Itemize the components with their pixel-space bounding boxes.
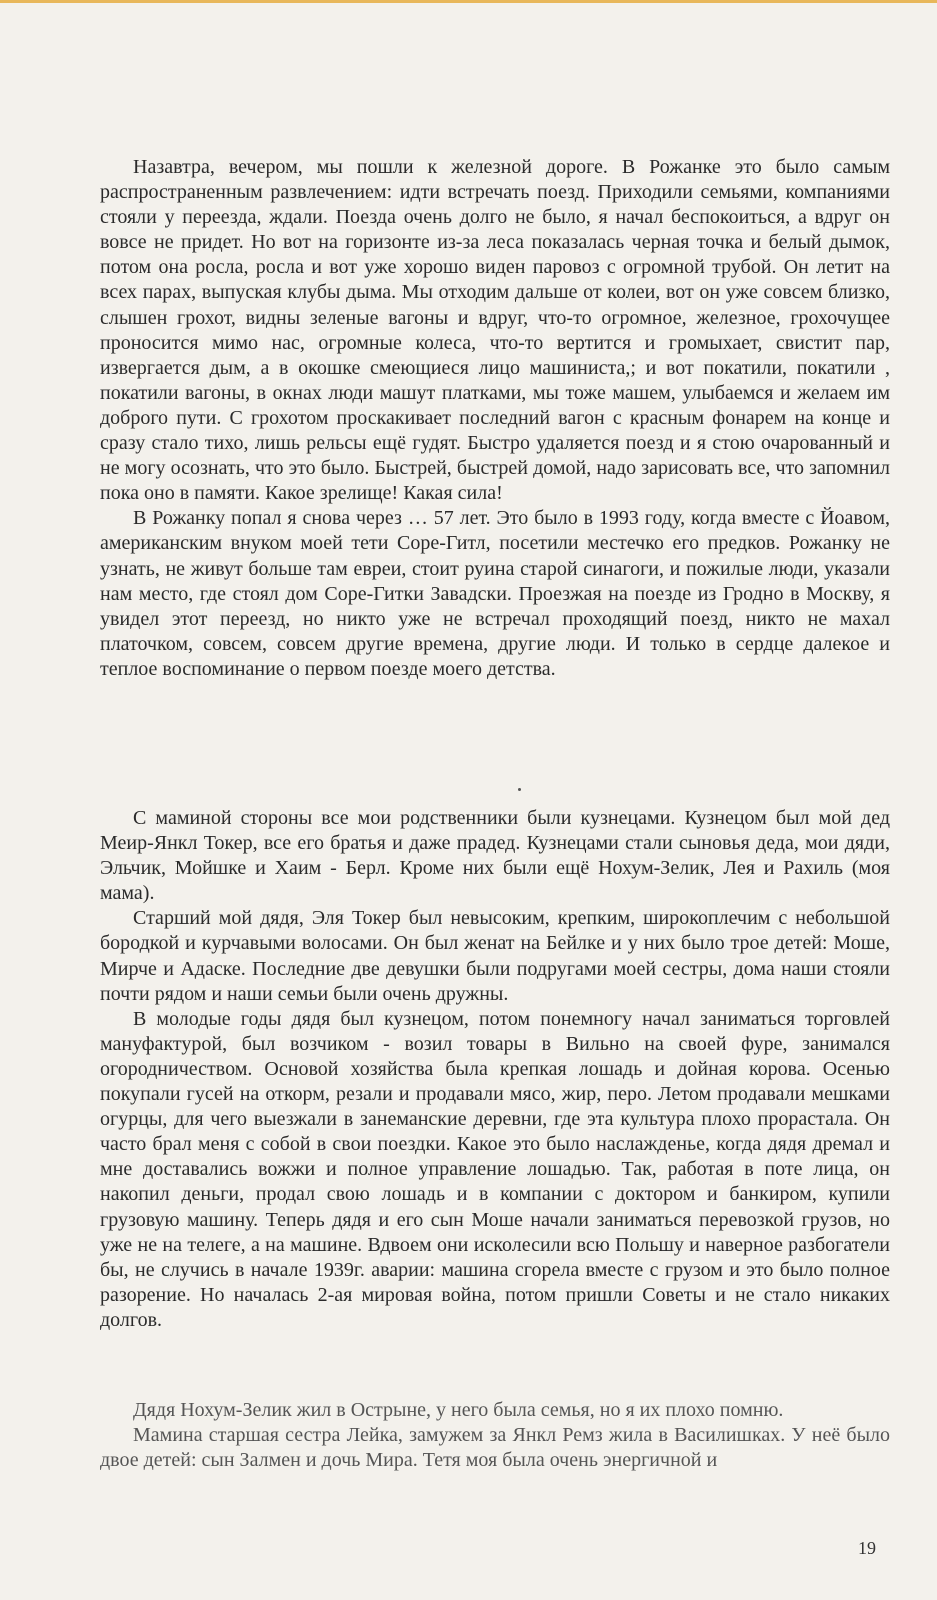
paragraph-aunt-leyka: Мамина старшая сестра Лейка, замужем за Янкл Ремз жила в Василишках. У неё было двое детей: сын Залмен и дочь Мира. Тетя моя была очень энергичной и [100,1424,890,1472]
paragraph-uncle-trade: В молодые годы дядя был кузнецом, потом понемногу начал заниматься торговлей мануфактурой, был возчиком - возил товары в Вильно на своей фуре, занимался огородничеством. Основой хозяйства была крепкая лошадь и дойная корова. Осенью покупали гусей на откорм, резали и продавали мясо, жир, перо. Летом продавали мешками огурцы, для чего выезжали в занеманские деревни, где эта культура плохо прорастала. Он часто брал меня с собой в свои поездки. Какое это было наслажденье, когда дядя дремал и мне доставались вожжи и полное управление лошадью. Так, работая в поте лица, он накопил деньги, продал свою лошадь и в компании с доктором и банкиром, купили грузовую машину. Теперь дядя и его сын Моше начали заниматься перевозкой грузов, но уже не на телеге, а на машине. Вдвоем они исколесили всю Польшу и наверное разбогатели бы, не случись в начале 1939г. аварии: машина сгорела вместе с грузом и это было полное разорение. Но началась 2-ая мировая война, потом пришли Советы и не стало никаких долгов. [100,1007,890,1331]
paragraph-uncle-elya: Старший мой дядя, Эля Токер был невысоким, крепким, широкоплечим с небольшой бородкой и курчавыми волосами. Он был женат на Бейлке и у них было трое детей: Моше, Мирче и Адаске. Последние две девушки были подругами моей сестры, дома наши стояли почти рядом и наши семьи были очень дружны. [100,907,890,1005]
page-number: 19 [858,1538,876,1558]
paragraph-blacksmith-family: С маминой стороны все мои родственники были кузнецами. Кузнецом был мой дед Меир-Янкл Токер, все его братья и даже прадед. Кузнецами стали сыновья деда, мои дяди, Эльчик, Мойшке и Хаим - Берл. Кроме них были ещё Нохум-Зелик, Лея и Рахиль (моя мама). [100,807,890,905]
paragraph-return-visit: В Рожанку попал я снова через … 57 лет. Это было в 1993 году, когда вместе с Йоавом, американским внуком моей тети Соре-Гитл, посетили местечко его предков. Рожанку не узнать, не живут больше там евреи, стоит руина старой синагоги, и пожилые люди, указали нам место, где стоял дом Соре-Гитки Завадски. Проезжая на поезде из Гродно в Москву, я увидел этот переезд, но никто уже не встречал проходящий поезд, никто не махал платочком, совсем, совсем другие времена, другие люди. И только в сердце далекое и теплое воспоминание о первом поезде моего детства. [100,507,890,680]
paragraph-uncle-nokhum: Дядя Нохум-Зелик жил в Острыне, у него была семья, но я их плохо помню. [133,1399,784,1421]
text-section-relatives [100,806,890,1333]
print-speck [518,788,521,791]
paragraph-train-watching: Назавтра, вечером, мы пошли к железной дороге. В Рожанке это было самым распространенным развлечением: идти встречать поезд. Приходили семьями, компаниями стояли у переезда, ждали. Поезда очень долго не было, я начал беспокоиться, а вдруг он вовсе не придет. Но вот на горизонте из-за леса показалась черная точка и белый дымок, потом она росла, росла и вот уже хорошо виден паровоз с огромной трубой. Он летит на всех парах, выпуская клубы дыма. Мы отходим дальше от колеи, вот он уже совсем близко, слышен грохот, видны зеленые вагоны и вдруг, что-то огромное, железное, грохочущее проносится мимо нас, огромные колеса, что-то вертится и громыхает, свистит пар, извергается дым, а в окошке смеющиеся лицо машиниста,; и вот покатили, покатили , покатили вагоны, в окнах люди машут платками, мы тоже машем, улыбаемся и желаем им доброго пути. С грохотом проскакивает последний вагон с красным фонарем на конце и сразу стало тихо, лишь рельсы ещё гудят. Быстро удаляется поезд и я стою очарованный и не могу осознать, что это было. Быстрей, быстрей домой, надо зарисовать все, что запомнил пока оно в памяти. Какое зрелище! Какая сила! [100,156,890,505]
text-section-continued [100,1398,890,1473]
text-section-train [100,155,890,682]
